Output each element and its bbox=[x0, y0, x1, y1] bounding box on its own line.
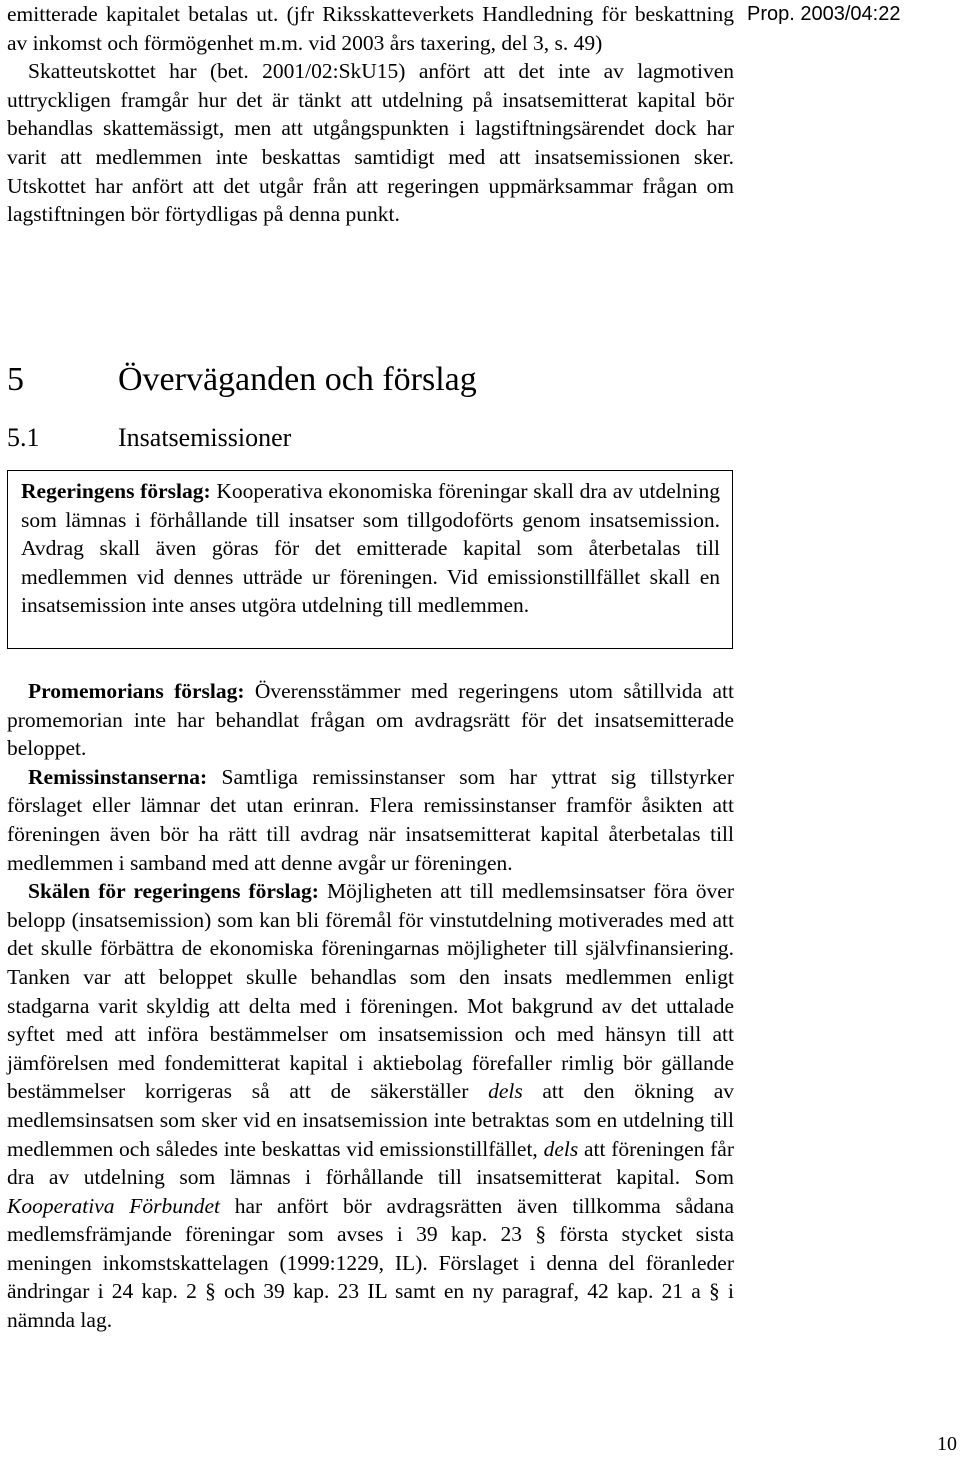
promemoria-lead: Promemorians förslag: bbox=[28, 679, 245, 703]
subsection-heading bbox=[7, 422, 291, 454]
skalen-paragraph bbox=[7, 877, 734, 1335]
remiss-body: Samtliga remissinstanser som har yttrat sig tillstyrker förslaget eller lämnar det utan erinran. Flera remissinstanser framför åsikten att föreningen även bör ha rätt till avdrag när insatsemitterat kapital återbetalas till medlemmen i samband med att denne avgår ur föreningen. bbox=[7, 764, 734, 875]
subsection-number: 5.1 bbox=[7, 423, 40, 452]
intro-paragraph-2: Skatteutskottet har (bet. 2001/02:SkU15) anfört att det inte av lagmotiven uttryckligen framgår hur det är tänkt att utdelning på insatsemitterat kapital bör behandlas skattemässigt, men att utgångspunkten i lagstiftningsärendet dock har varit att medlemmen inte beskattas samtidigt med att insatsemissionen sker. Utskottet har anfört att det utgår från att regeringen uppmärksammar frågan om lagstiftningen bör förtydligas på denna punkt. bbox=[7, 59, 734, 227]
government-proposal-text bbox=[21, 477, 720, 620]
intro-text bbox=[7, 0, 734, 229]
government-proposal-box bbox=[7, 470, 733, 649]
intro-paragraph-1: emitterade kapitalet betalas ut. (jfr Riksskatteverkets Handledning för beskattning av inkomst och förmögenhet m.m. vid 2003 års taxering, del 3, s. 49) bbox=[7, 2, 734, 55]
proposition-label: Prop. 2003/04:22 bbox=[747, 3, 901, 25]
skalen-dels-2: dels bbox=[543, 1136, 579, 1161]
subsection-title: Insatsemissioner bbox=[118, 423, 292, 452]
section-title: Överväganden och förslag bbox=[118, 361, 477, 398]
page-number: 10 bbox=[937, 1433, 957, 1455]
section-heading bbox=[7, 360, 477, 400]
promemoria-body: Överensstämmer med regeringens utom såtillvida att promemorian inte har behandlat frågan om avdragsrätt för det insatsemitterade beloppet. bbox=[7, 679, 734, 761]
main-text bbox=[7, 677, 734, 1335]
government-proposal-lead: Regeringens förslag: bbox=[21, 479, 211, 503]
skalen-body-3: att föreningen får dra av utdelning som lämnas i förhållande till insatsemitterat kapital. Som bbox=[7, 1136, 734, 1190]
skalen-body-2: att den ökning av medlemsinsatsen som sker vid en insatsemission inte betraktas som en utdelning till medlemmen och således inte beskattas vid emissionstillfället, bbox=[7, 1079, 734, 1161]
remiss-lead: Remissinstanserna: bbox=[28, 764, 208, 789]
government-proposal-body: Kooperativa ekonomiska föreningar skall dra av utdelning som lämnas i förhållande till insatser som tillgodoförts genom insatsemission. Avdrag skall även göras för det emitterade kapital som återbetalas till medlemmen vid dennes utträde ur föreningen. Vid emissionstillfället skall en insatsemission inte anses utgöra utdelning till medlemmen. bbox=[21, 479, 721, 618]
remiss-paragraph bbox=[7, 763, 734, 877]
promemoria-paragraph bbox=[7, 677, 734, 763]
skalen-lead: Skälen för regeringens förslag: bbox=[28, 879, 319, 904]
skalen-body-1: Möjligheten att till medlemsinsatser föra över belopp (insatsemission) som kan bli föremål för vinstutdelning motiverades med att det skulle förbättra de ekonomiska föreningarnas möjligheter till självfinansiering. Tanken var att beloppet skulle behandlas som den insats medlemmen enligt stadgarna varit skyldig att delta med i föreningen. Mot bakgrund av det uttalade syftet med att införa bestämmelser om insatsemission och med hänsyn till att jämförelsen med fondemitterat kapital i aktiebolag förefaller rimlig bör gällande bestämmelser korrigeras så att de säkerställer bbox=[7, 879, 735, 1104]
skalen-body-4: har anfört bör avdragsrätten även tillkomma sådana medlemsfrämjande föreningar som avses i 39 kap. 23 § första stycket sista meningen inkomstskattelagen (1999:1229, IL). Förslaget i denna del föranleder ändringar i 24 kap. 2 § och 39 kap. 23 IL samt en ny paragraf, 42 kap. 21 a § i nämnda lag. bbox=[7, 1193, 734, 1333]
skalen-organisation: Kooperativa Förbundet bbox=[7, 1193, 221, 1218]
section-number: 5 bbox=[7, 361, 24, 398]
skalen-dels-1: dels bbox=[488, 1079, 523, 1104]
